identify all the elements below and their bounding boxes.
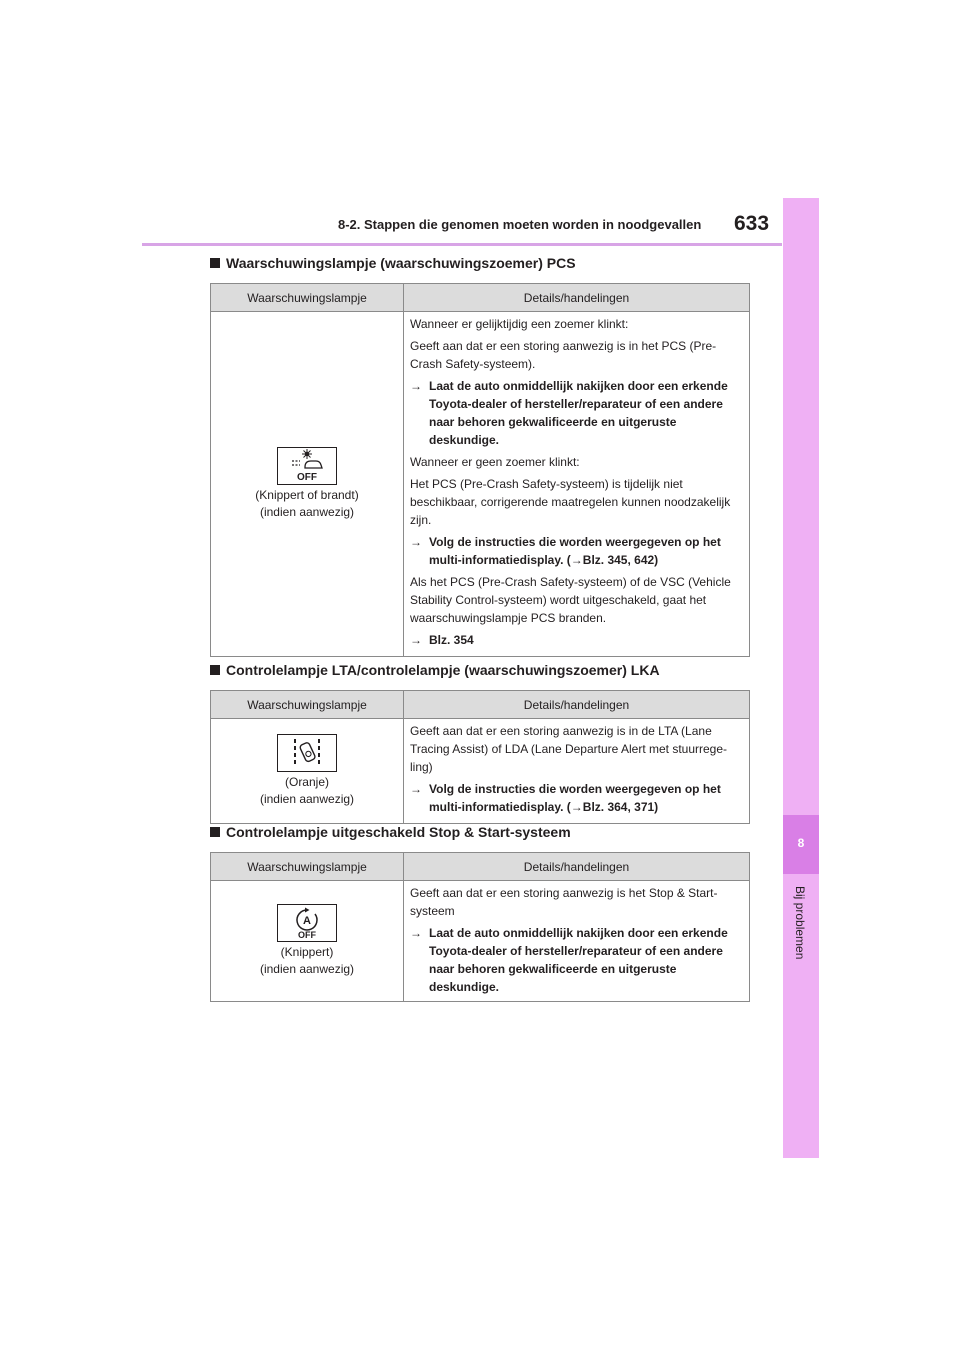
header-divider <box>142 243 782 246</box>
col-header-lamp: Waarschuwingslampje <box>211 853 404 881</box>
chapter-side-tab <box>783 198 819 1158</box>
arrow-icon: → <box>410 633 422 647</box>
section-heading-stop-start <box>210 824 571 840</box>
action-text: Laat de auto onmiddellijk nakijken door een erkende Toyota-dealer of hersteller/reparateur of een andere naar behoren gekwalificeerde en uitgeruste deskundige. <box>429 926 728 994</box>
arrow-icon: → <box>410 782 422 796</box>
chapter-label: Bij problemen <box>793 886 807 960</box>
details-text: Als het PCS (Pre-Crash Safety-systeem) of de VSC (Vehicle Stability Control-systeem) wordt uitgeschakeld, gaat het waarschuwingslampje PCS branden. <box>410 575 731 625</box>
details-cell <box>404 719 750 824</box>
action-text: Volg de instructies die worden weergegeven op het multi-informatiedisplay. (→Blz. 364, 371) <box>429 782 721 814</box>
lamp-caption-line-1: (Knippert) <box>280 945 334 959</box>
warning-table-stop-start <box>210 852 750 1002</box>
lamp-caption-line-1: (Oranje) <box>284 775 329 789</box>
action-item <box>410 533 743 569</box>
action-item <box>410 631 743 649</box>
lamp-caption-line-2: (indien aanwezig) <box>259 505 355 519</box>
arrow-icon: → <box>410 535 422 549</box>
col-header-details: Details/handelingen <box>404 284 750 312</box>
details-text: Geeft aan dat er een storing aanwezig is in de LTA (Lane Tracing Assist) of LDA (Lane Departure Alert met stuurrege-ling) <box>410 724 728 774</box>
warning-table-pcs <box>210 283 750 657</box>
section-heading-text: Waarschuwingslampje (waarschuwingszoemer) PCS <box>226 255 576 271</box>
details-text: Geeft aan dat er een storing aanwezig is in het PCS (Pre-Crash Safety-systeem). <box>410 339 717 371</box>
lamp-caption-line-2: (indien aanwezig) <box>259 962 355 976</box>
square-bullet-icon <box>210 258 220 268</box>
details-text: Geeft aan dat er een storing aanwezig is het Stop & Start-systeem <box>410 886 718 918</box>
square-bullet-icon <box>210 665 220 675</box>
lane-assist-icon <box>277 734 337 772</box>
col-header-details: Details/handelingen <box>404 691 750 719</box>
off-text: OFF <box>297 472 317 483</box>
running-header: 8-2. Stappen die genomen moeten worden in noodgevallen <box>338 217 702 232</box>
lamp-cell <box>211 881 404 1002</box>
pcs-off-warning-icon <box>277 447 337 485</box>
col-header-details: Details/handelingen <box>404 853 750 881</box>
details-cell <box>404 881 750 1002</box>
details-text: Het PCS (Pre-Crash Safety-systeem) is tijdelijk niet beschikbaar, corrigerende maatregelen kunnen noodzakelijk zijn. <box>410 477 731 527</box>
off-text: OFF <box>298 930 316 940</box>
arrow-icon: → <box>410 926 422 940</box>
section-heading-text: Controlelampje LTA/controlelampje (waarschuwingszoemer) LKA <box>226 662 660 678</box>
auto-letter-text: A <box>303 915 311 927</box>
action-text: Blz. 354 <box>429 633 474 647</box>
lamp-cell <box>211 719 404 824</box>
section-heading-pcs <box>210 255 576 271</box>
square-bullet-icon <box>210 827 220 837</box>
lamp-caption-line-2: (indien aanwezig) <box>259 792 355 806</box>
action-item <box>410 924 743 996</box>
table-row <box>211 881 750 1002</box>
details-text: Wanneer er gelijktijdig een zoemer klinkt: <box>410 317 629 331</box>
details-cell <box>404 312 750 657</box>
action-item <box>410 377 743 449</box>
table-row <box>211 719 750 824</box>
action-item <box>410 780 743 816</box>
table-row <box>211 312 750 657</box>
lamp-cell <box>211 312 404 657</box>
details-text: Wanneer er geen zoemer klinkt: <box>410 455 580 469</box>
stop-start-off-icon <box>277 904 337 942</box>
chapter-number: 8 <box>797 836 805 850</box>
lamp-caption-line-1: (Knippert of brandt) <box>255 488 359 502</box>
table-header-row <box>211 284 750 312</box>
action-text: Volg de instructies die worden weergegeven op het multi-informatiedisplay. (→Blz. 345, 642) <box>429 535 721 567</box>
table-header-row <box>211 691 750 719</box>
page-number: 633 <box>734 212 770 235</box>
action-text: Laat de auto onmiddellijk nakijken door een erkende Toyota-dealer of hersteller/reparateur of een andere naar behoren gekwalificeerde en uitgeruste deskundige. <box>429 379 728 447</box>
warning-table-lta <box>210 690 750 824</box>
arrow-icon: → <box>410 379 422 393</box>
section-heading-text: Controlelampje uitgeschakeld Stop & Start-systeem <box>226 824 571 840</box>
col-header-lamp: Waarschuwingslampje <box>211 691 404 719</box>
section-heading-lta <box>210 662 660 678</box>
table-header-row <box>211 853 750 881</box>
col-header-lamp: Waarschuwingslampje <box>211 284 404 312</box>
